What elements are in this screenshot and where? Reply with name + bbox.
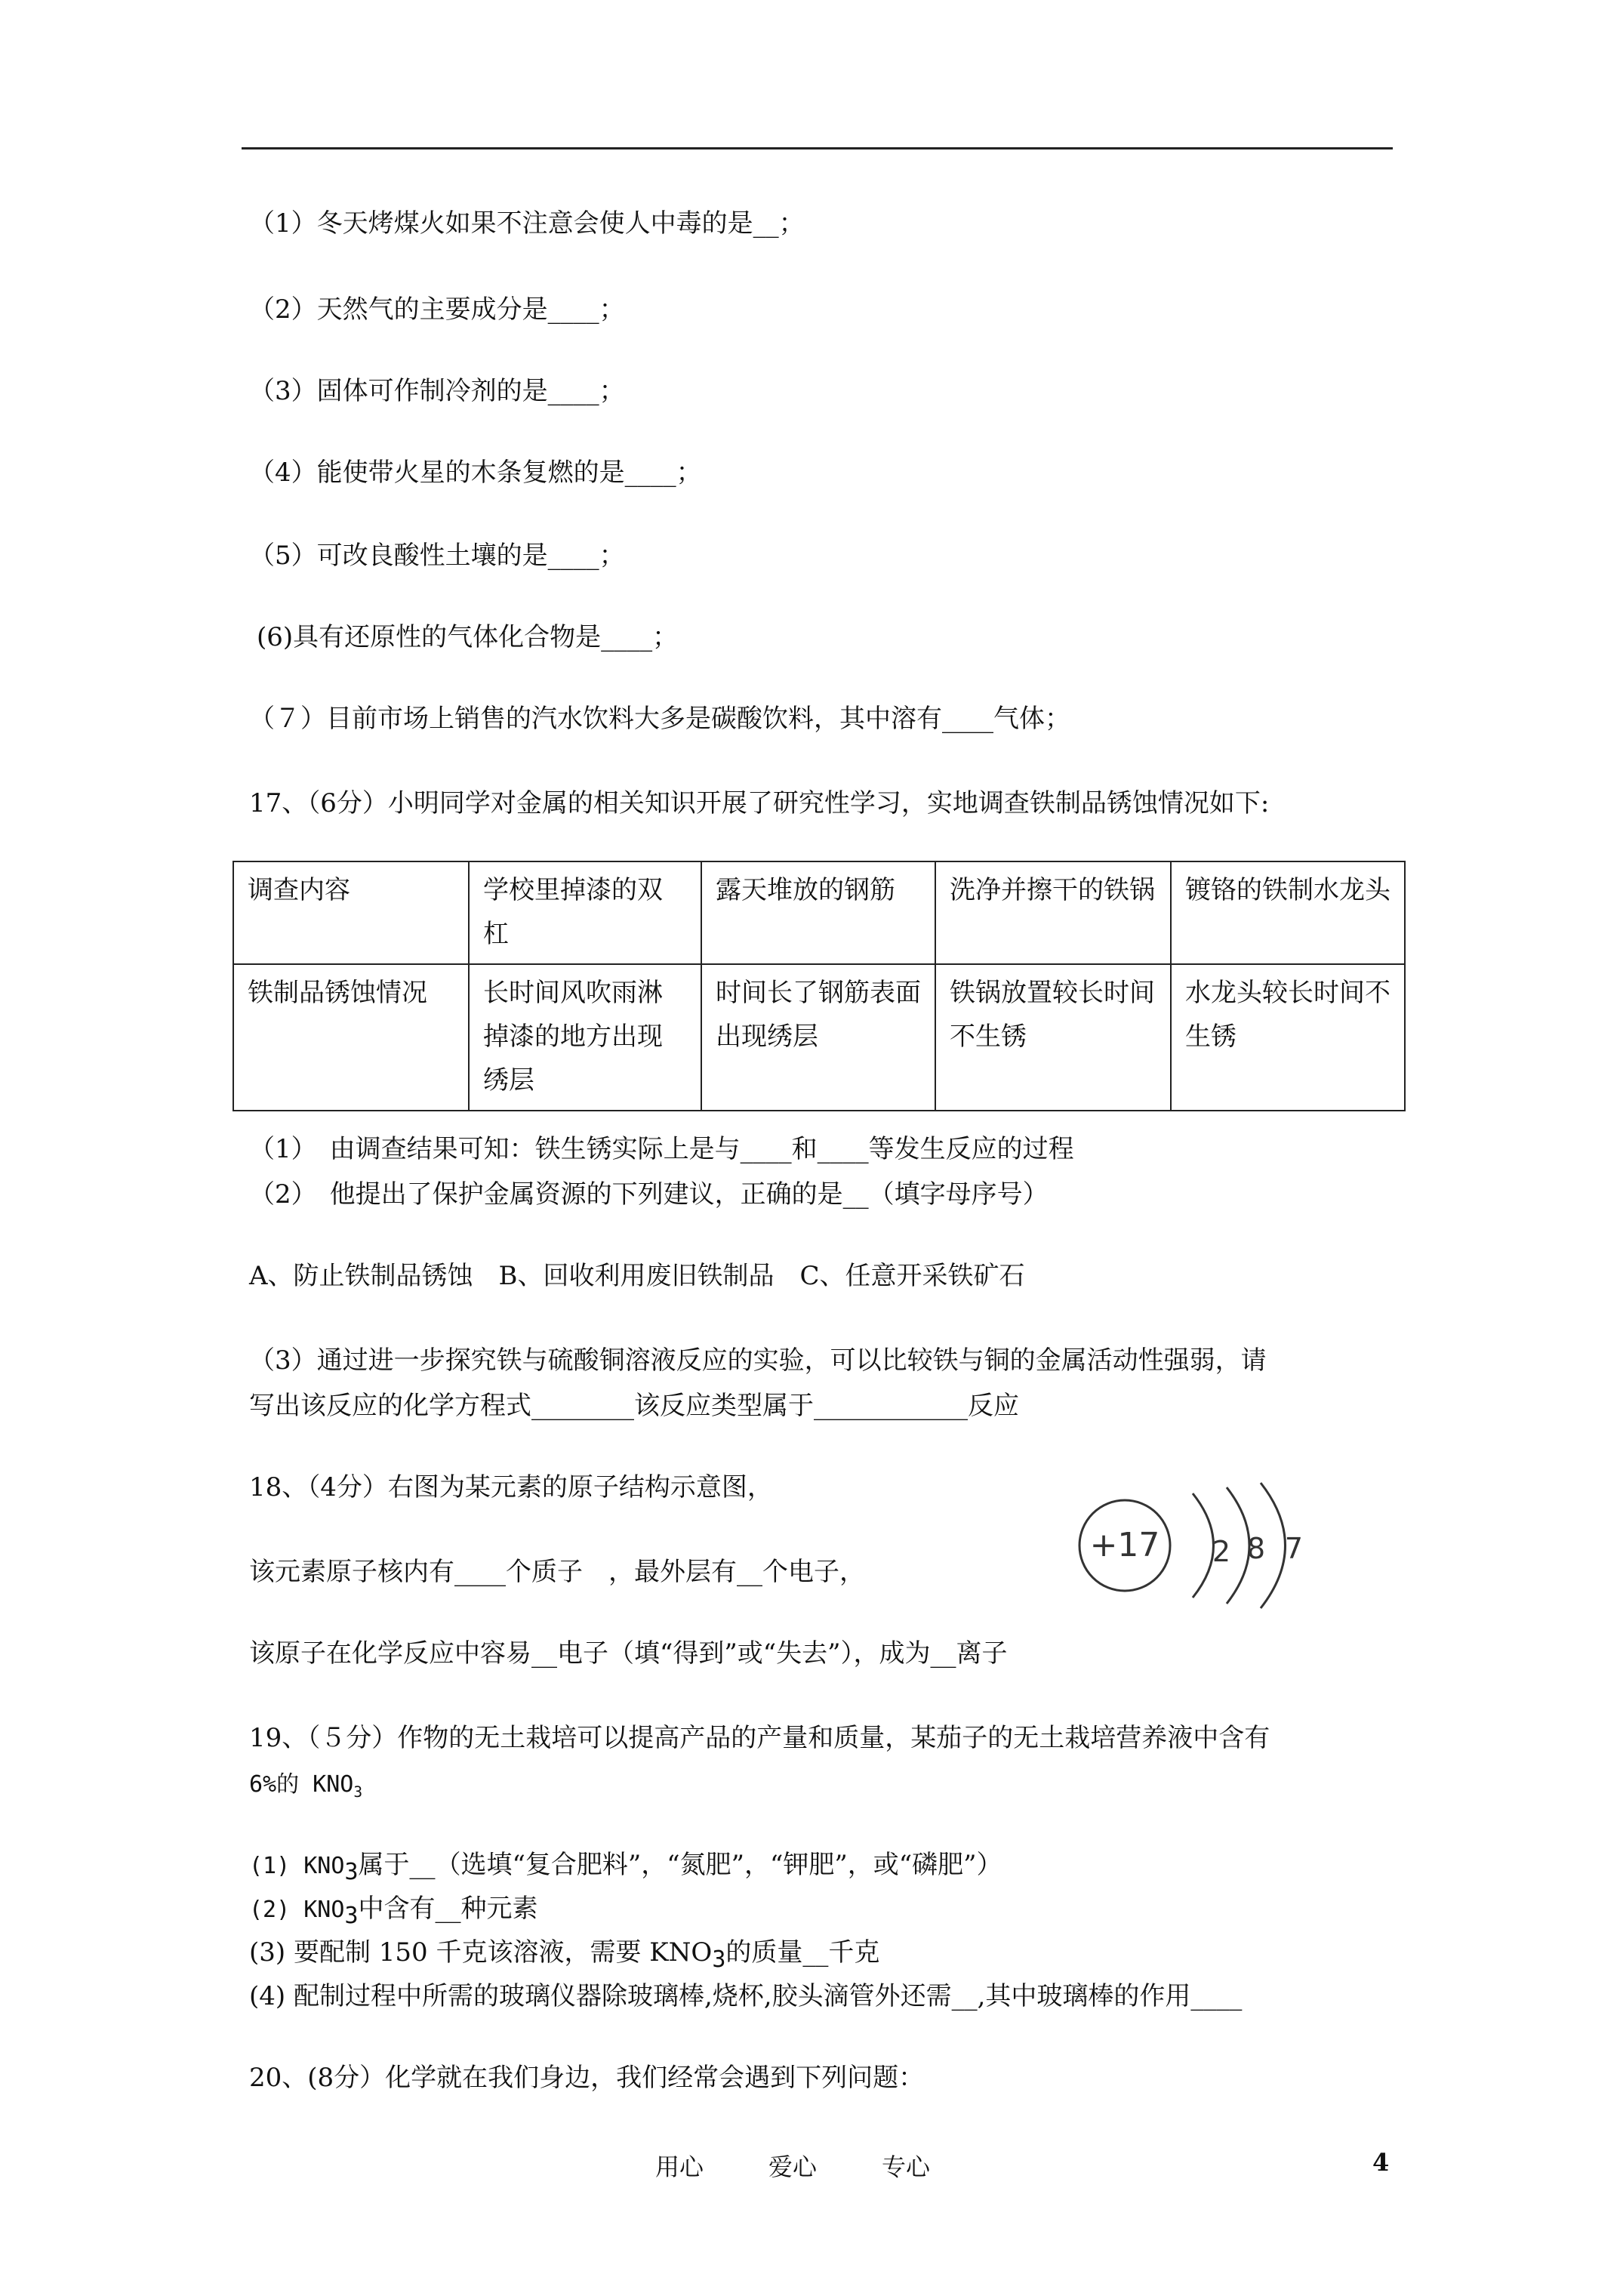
table-cell: 铁制品锈蚀情况 bbox=[233, 964, 469, 1111]
q17-sub1: （1） 由调查结果可知：铁生锈实际上是与____和____等发生反应的过程 bbox=[249, 1134, 1074, 1164]
q17-sub3-line2: 写出该反应的化学方程式________该反应类型属于____________反应 bbox=[249, 1391, 1019, 1421]
table-row bbox=[233, 964, 1405, 1111]
footer-text-1: 用心 bbox=[655, 2153, 704, 2181]
subscript: 3 bbox=[344, 1902, 359, 1929]
q19-sub2-text: 中含有__种元素 bbox=[358, 1894, 538, 1924]
q16-item-6: (6)具有还原性的气体化合物是____； bbox=[257, 622, 679, 652]
table-cell: 洗净并擦干的铁锅 bbox=[935, 861, 1171, 964]
q19-intro-line1: 19、（５分）作物的无土栽培可以提高产品的产量和质量，某茄子的无土栽培营养液中含有 bbox=[249, 1723, 1270, 1753]
q17-options: A、防止铁制品锈蚀 B、回收利用废旧铁制品 C、任意开采铁矿石 bbox=[249, 1261, 1025, 1291]
q16-item-4: （4）能使带火星的木条复燃的是____； bbox=[249, 458, 702, 488]
q19-sub3-text: (3) 要配制 150 千克该溶液，需要 KNO bbox=[249, 1937, 713, 1968]
table-cell: 露天堆放的钢筋 bbox=[701, 861, 935, 964]
q16-item-1: （1）冬天烤煤火如果不注意会使人中毒的是__； bbox=[249, 208, 805, 239]
q19-sub1-text: 属于__（选填“复合肥料”，“氮肥”，“钾肥”，或“磷肥”） bbox=[358, 1850, 1002, 1880]
q18-line2: 该元素原子核内有____个质子 ，最外层有__个电子， bbox=[249, 1557, 865, 1587]
table-cell: 铁锅放置较长时间不生锈 bbox=[935, 964, 1171, 1111]
q18-intro: 18、（4分）右图为某元素的原子结构示意图， bbox=[249, 1472, 773, 1502]
footer-text-2: 爱心 bbox=[768, 2153, 818, 2181]
shell-1-count: 2 bbox=[1212, 1535, 1231, 1568]
q16-item-2: （2）天然气的主要成分是____； bbox=[249, 294, 625, 325]
q16-item-7: （７）目前市场上销售的汽水饮料大多是碳酸饮料，其中溶有____气体； bbox=[249, 704, 1070, 734]
table-cell: 时间长了钢筋表面出现绣层 bbox=[701, 964, 935, 1111]
q16-item-5: （5）可改良酸性土壤的是____； bbox=[249, 541, 625, 571]
shell-3-count: 7 bbox=[1284, 1532, 1304, 1565]
q19-sub1 bbox=[249, 1850, 1002, 1886]
q17-sub3-line1: （3）通过进一步探究铁与硫酸铜溶液反应的实验，可以比较铁与铜的金属活动性强弱，请 bbox=[249, 1345, 1267, 1376]
table-cell: 学校里掉漆的双杠 bbox=[469, 861, 701, 964]
table-cell: 调查内容 bbox=[233, 861, 469, 964]
subscript: 3 bbox=[712, 1946, 726, 1973]
q19-concentration: 6%的 KNO bbox=[249, 1771, 354, 1798]
q19-sub3-post: 的质量__千克 bbox=[725, 1937, 880, 1968]
rust-survey-table bbox=[233, 861, 1406, 1111]
table-cell: 水龙头较长时间不生锈 bbox=[1171, 964, 1405, 1111]
nucleus-charge: +17 bbox=[1089, 1526, 1160, 1564]
shell-2-count: 8 bbox=[1246, 1532, 1266, 1565]
q19-intro-line2 bbox=[249, 1771, 362, 1801]
q19-sub2-formula: (2) KNO bbox=[249, 1897, 345, 1923]
subscript: 3 bbox=[344, 1858, 359, 1885]
q17-sub2: （2） 他提出了保护金属资源的下列建议，正确的是__（填字母序号） bbox=[249, 1179, 1049, 1210]
q20-intro: 20、(8分）化学就在我们身边，我们经常会遇到下列问题： bbox=[249, 2063, 925, 2093]
table-cell: 长时间风吹雨淋掉漆的地方出现绣层 bbox=[469, 964, 701, 1111]
page-number: 4 bbox=[1372, 2148, 1390, 2177]
electron-shell-1 bbox=[1193, 1493, 1214, 1598]
q18-line3: 该原子在化学反应中容易__电子（填“得到”或“失去”），成为__离子 bbox=[249, 1638, 1008, 1669]
q19-sub3 bbox=[249, 1937, 879, 1974]
q19-sub2 bbox=[249, 1894, 538, 1930]
footer-text-3: 专心 bbox=[882, 2153, 931, 2181]
table-row bbox=[233, 861, 1405, 964]
q19-sub1-formula: (1) KNO bbox=[249, 1853, 345, 1879]
q19-sub4: (4) 配制过程中所需的玻璃仪器除玻璃棒,烧杯,胶头滴管外还需__,其中玻璃棒的作用____ bbox=[249, 1981, 1243, 2011]
header-rule bbox=[242, 147, 1393, 149]
q16-item-3: （3）固体可作制冷剂的是____； bbox=[249, 376, 625, 406]
atom-structure-diagram bbox=[1072, 1480, 1329, 1616]
table-cell: 镀铬的铁制水龙头 bbox=[1171, 861, 1405, 964]
q17-intro: 17、（6分）小明同学对金属的相关知识开展了研究性学习，实地调查铁制品锈蚀情况如下: bbox=[249, 788, 1270, 818]
subscript: 3 bbox=[353, 1783, 363, 1801]
